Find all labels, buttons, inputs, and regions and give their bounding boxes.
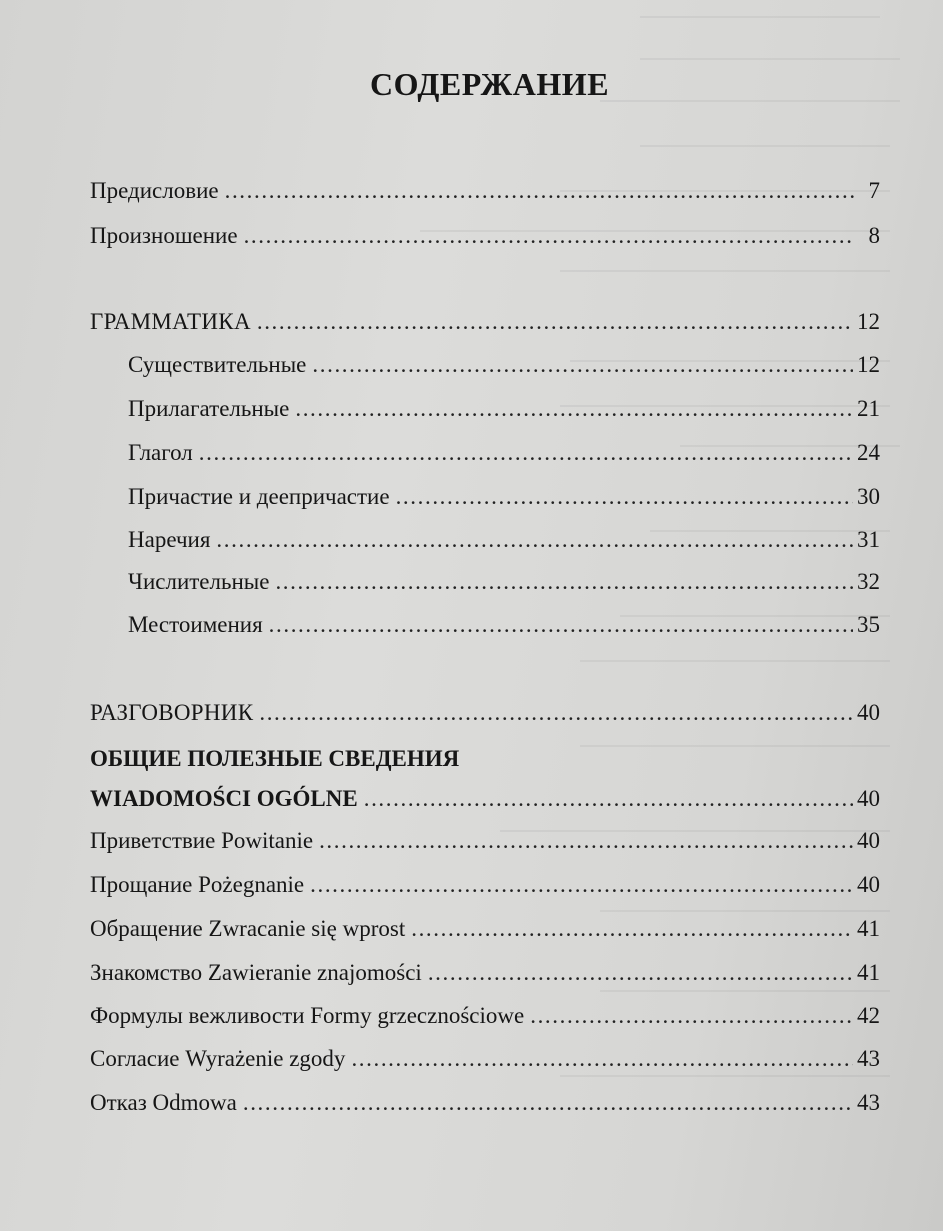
dot-leader xyxy=(269,609,853,641)
dot-leader xyxy=(243,1087,853,1119)
toc-entry-pronouns[interactable] xyxy=(128,609,880,641)
dot-leader xyxy=(199,437,853,469)
toc-entry-numerals[interactable] xyxy=(128,566,880,598)
toc-entry-label: Отказ Odmowa xyxy=(90,1090,237,1115)
toc-page-number: 42 xyxy=(857,1003,880,1028)
toc-page-number: 21 xyxy=(857,396,880,421)
toc-entry-acquaintance[interactable] xyxy=(90,957,880,989)
section-heading-general-pl: WIADOMOŚCI OGÓLNE xyxy=(90,786,358,811)
toc-page-number: 40 xyxy=(857,872,880,897)
toc-section-grammar[interactable] xyxy=(90,306,880,338)
dot-leader xyxy=(225,175,854,207)
dot-leader xyxy=(259,697,853,729)
toc-entry-label: Предисловие xyxy=(90,178,219,203)
dot-leader xyxy=(275,566,853,598)
toc-entry-label: Знакомство Zawieranie znajomości xyxy=(90,960,422,985)
dot-leader xyxy=(216,524,853,556)
dot-leader xyxy=(319,825,853,857)
dot-leader xyxy=(351,1043,853,1075)
toc-page-number: 40 xyxy=(857,828,880,853)
toc-page-number: 43 xyxy=(857,1090,880,1115)
toc-entry-label: Числительные xyxy=(128,569,270,594)
toc-entry-politeness[interactable] xyxy=(90,1000,880,1032)
dot-leader xyxy=(244,220,854,252)
dot-leader xyxy=(411,913,853,945)
toc-entry-label: Прилагательные xyxy=(128,396,290,421)
toc-page-number: 12 xyxy=(857,309,880,334)
toc-page-number: 41 xyxy=(857,960,880,985)
toc-entry-adjectives[interactable] xyxy=(128,393,880,425)
toc-section-general[interactable] xyxy=(90,783,880,815)
toc-entry-label: Приветствие Powitanie xyxy=(90,828,314,853)
toc-page-number: 12 xyxy=(857,352,880,377)
toc-entry-label: Наречия xyxy=(128,527,211,552)
dot-leader xyxy=(428,957,853,989)
toc-entry-adverbs[interactable] xyxy=(128,524,880,556)
toc-entry-preface[interactable] xyxy=(90,175,880,207)
toc-page-number: 8 xyxy=(868,223,880,248)
dot-leader xyxy=(312,349,853,381)
toc-section-label: ГРАММАТИКА xyxy=(90,309,251,334)
toc-entry-pronunciation[interactable] xyxy=(90,220,880,252)
toc-entry-label: Прощание Pożegnanie xyxy=(90,872,305,897)
toc-entry-label: Существительные xyxy=(128,352,307,377)
dot-leader xyxy=(295,393,853,425)
toc-entry-label: Формулы вежливости Formy grzecznościowe xyxy=(90,1003,525,1028)
toc-entry-agreement[interactable] xyxy=(90,1043,880,1075)
toc-entry-verb[interactable] xyxy=(128,437,880,469)
toc-entry-label: Местоимения xyxy=(128,612,263,637)
toc-page-number: 43 xyxy=(857,1046,880,1071)
toc-page-number: 40 xyxy=(857,700,880,725)
dot-leader xyxy=(364,783,853,815)
toc-section-phrasebook[interactable] xyxy=(90,697,880,729)
toc-entry-participles[interactable] xyxy=(128,481,880,513)
toc-entry-greeting[interactable] xyxy=(90,825,880,857)
toc-section-label: РАЗГОВОРНИК xyxy=(90,700,254,725)
toc-entry-farewell[interactable] xyxy=(90,869,880,901)
page-title: СОДЕРЖАНИЕ xyxy=(369,66,610,102)
toc-entry-label: Произношение xyxy=(90,223,238,248)
dot-leader xyxy=(396,481,853,513)
toc-page-number: 7 xyxy=(868,178,880,203)
toc-entry-refusal[interactable] xyxy=(90,1087,880,1119)
toc-page-number: 30 xyxy=(857,484,880,509)
dot-leader xyxy=(310,869,853,901)
toc-entry-label: Согласие Wyrażenie zgody xyxy=(90,1046,346,1071)
dot-leader xyxy=(530,1000,853,1032)
dot-leader xyxy=(257,306,853,338)
toc-page-number: 35 xyxy=(857,612,880,637)
toc-entry-label: Глагол xyxy=(128,440,193,465)
toc-entry-label: Обращение Zwracanie się wprost xyxy=(90,916,406,941)
toc-page-number: 40 xyxy=(857,786,880,811)
toc-page-number: 32 xyxy=(857,569,880,594)
toc-page-number: 41 xyxy=(857,916,880,941)
toc-page-number: 24 xyxy=(857,440,880,465)
toc-page-number: 31 xyxy=(857,527,880,552)
toc-entry-addressing[interactable] xyxy=(90,913,880,945)
toc-entry-nouns[interactable] xyxy=(128,349,880,381)
toc-entry-label: Причастие и деепричастие xyxy=(128,484,390,509)
section-heading-general-ru: ОБЩИЕ ПОЛЕЗНЫЕ СВЕДЕНИЯ xyxy=(90,746,460,771)
